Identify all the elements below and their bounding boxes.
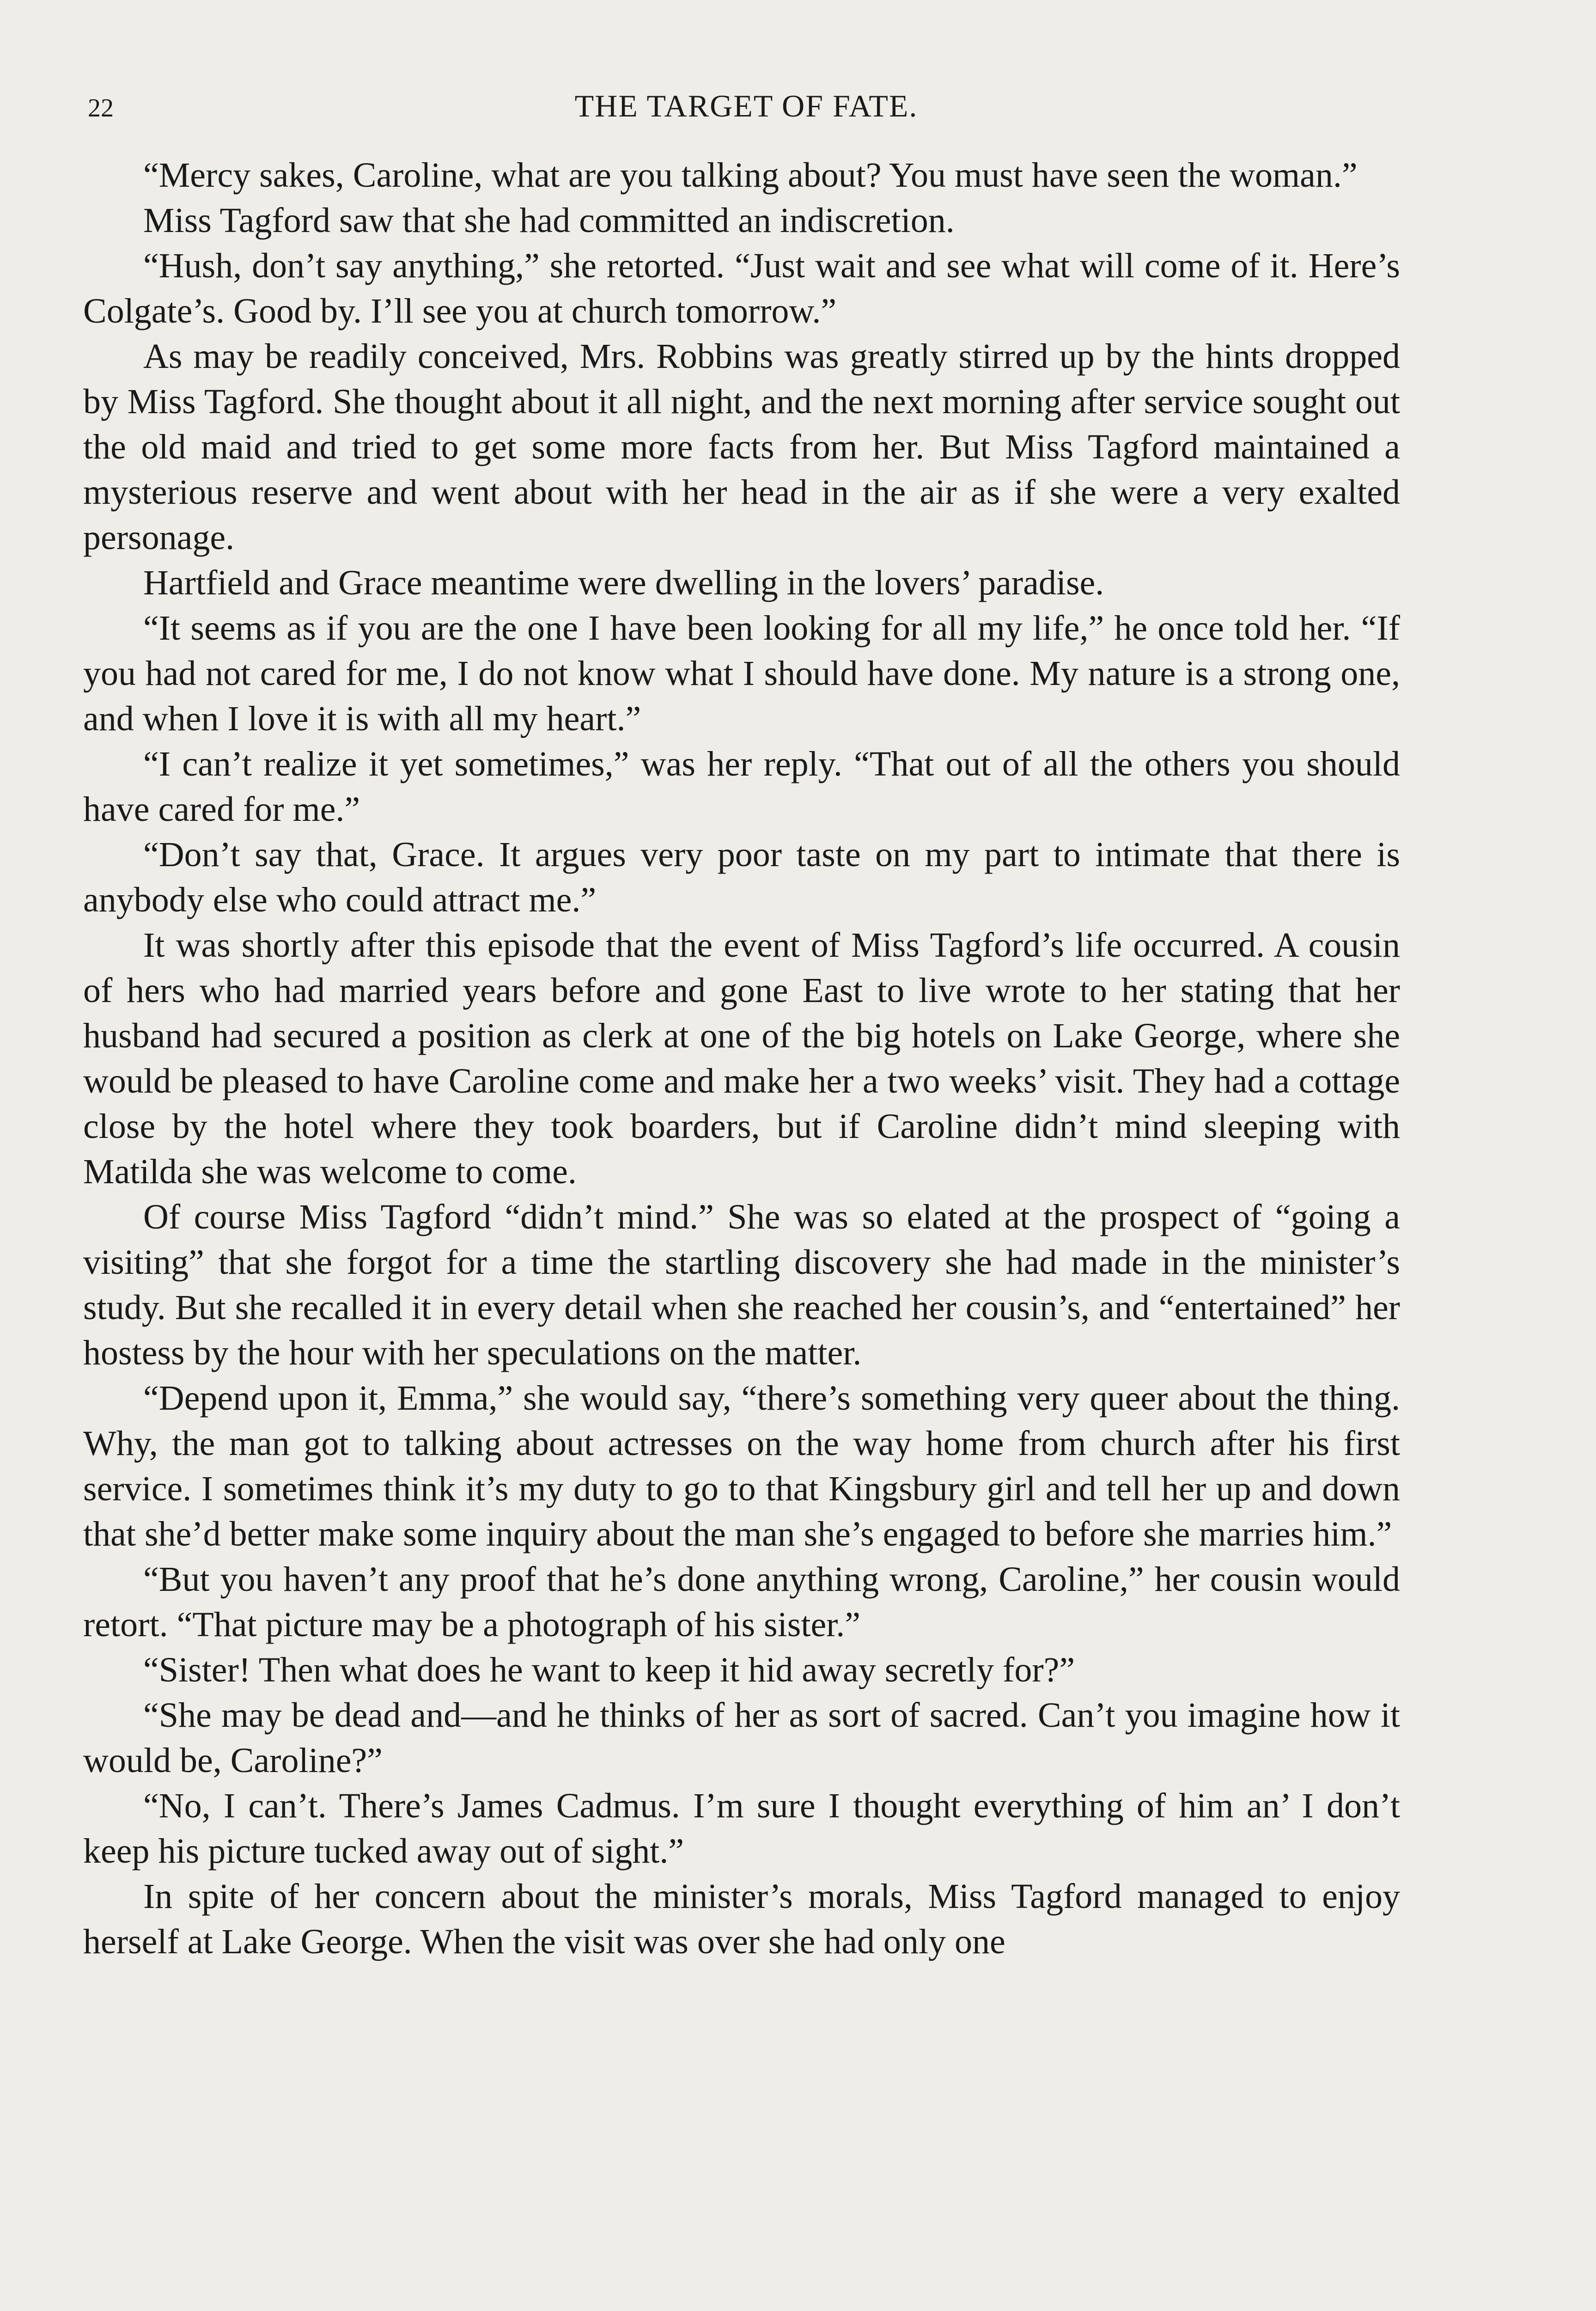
paragraph: Of course Miss Tagford “didn’t mind.” She was so elated at the prospect of “going a visiting” that she forgot for a time the startling discovery she had made in the minister’s study. But she recalled it in every detail when she reached her cousin’s, and “entertained” her hostess by the hour with her speculations on the matter. — [83, 1198, 1400, 1372]
paragraph: “I can’t realize it yet sometimes,” was her reply. “That out of all the others you should have cared for me.” — [83, 745, 1400, 829]
paragraph: In spite of her concern about the minister’s morals, Miss Tagford managed to enjoy herself at Lake George. When the visit was over she had only one — [83, 1877, 1400, 1961]
paragraph: As may be readily conceived, Mrs. Robbins was greatly stirred up by the hints dropped by Miss Tagford. She thought about it all night, and the next morning after service sought out the old maid and tried to get some more facts from her. But Miss Tagford maintained a mysterious reserve and went about with her head in the air as if she were a very exalted personage. — [83, 337, 1400, 557]
page-number: 22 — [88, 94, 114, 122]
body-text — [83, 153, 1400, 1964]
paragraph: Hartfield and Grace meantime were dwelling in the lovers’ paradise. — [143, 563, 1104, 602]
running-title: THE TARGET OF FATE. — [574, 88, 918, 123]
paragraph: “Hush, don’t say anything,” she retorted. “Just wait and see what will come of it. Here’s Colgate’s. Good by. I’ll see you at church tomorrow.” — [83, 246, 1400, 330]
paragraph: “Mercy sakes, Caroline, what are you talking about? You must have seen the woman.” — [143, 156, 1358, 195]
paragraph: “Depend upon it, Emma,” she would say, “there’s something very queer about the thing. Why, the man got to talking about actresses on the way home from church after his first service. I sometimes think it’s my duty to go to that Kingsbury girl and tell her up and down that she’d better make some inquiry about the man she’s engaged to before she marries him.” — [83, 1379, 1400, 1553]
paragraph: “But you haven’t any proof that he’s done anything wrong, Caroline,” her cousin would retort. “That picture may be a photograph of his sister.” — [83, 1560, 1400, 1644]
paragraph: “She may be dead and—and he thinks of her as sort of sacred. Can’t you imagine how it would be, Caroline?” — [83, 1696, 1400, 1780]
paragraph: “Don’t say that, Grace. It argues very poor taste on my part to intimate that there is anybody else who could attract me.” — [83, 835, 1400, 919]
paragraph: “It seems as if you are the one I have been looking for all my life,” he once told her. “If you had not cared for me, I do not know what I should have done. My nature is a strong one, and when I love it is with all my heart.” — [83, 609, 1400, 738]
paragraph: It was shortly after this episode that the event of Miss Tagford’s life occurred. A cousin of hers who had married years before and gone East to live wrote to her stating that her husband had secured a position as clerk at one of the big hotels on Lake George, where she would be pleased to have Caroline come and make her a two weeks’ visit. They had a cottage close by the hotel where they took boarders, but if Caroline didn’t mind sleeping with Matilda she was welcome to come. — [83, 926, 1400, 1191]
page-header — [88, 88, 1405, 125]
paragraph: “Sister! Then what does he want to keep it hid away secretly for?” — [143, 1651, 1075, 1689]
paragraph: Miss Tagford saw that she had committed an indiscretion. — [143, 201, 955, 240]
paragraph: “No, I can’t. There’s James Cadmus. I’m sure I thought everything of him an’ I don’t keep his picture tucked away out of sight.” — [83, 1786, 1400, 1871]
